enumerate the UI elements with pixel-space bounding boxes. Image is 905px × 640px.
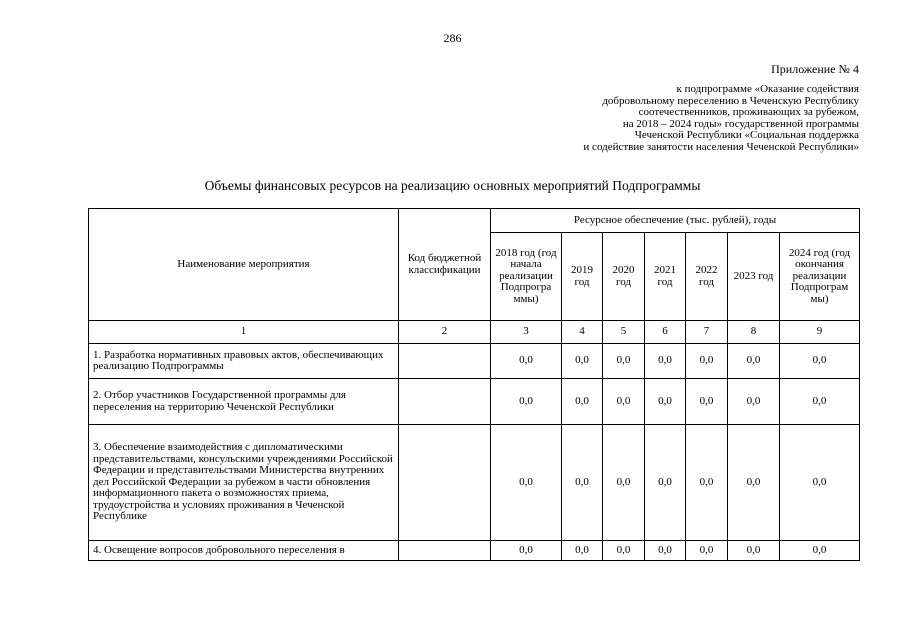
value-2024: 0,0 [780,379,860,425]
header-year-2024: 2024 год (год окончания реализации Подпрограм мы) [780,233,860,321]
value-2024: 0,0 [780,425,860,541]
value-2022: 0,0 [686,379,728,425]
measure-name: 2. Отбор участников Государственной программы для переселения на территорию Чеченской Республики [89,379,399,425]
appendix-line: Чеченской Республики «Социальная поддержка [634,129,859,142]
budget-code [399,425,491,541]
appendix-line: и содействие занятости населения Чеченской Республики» [583,140,859,153]
budget-code [399,379,491,425]
value-2020: 0,0 [603,541,645,561]
value-2018: 0,0 [491,541,562,561]
header-year-2021: 2021 год [645,233,686,321]
value-2021: 0,0 [645,379,686,425]
value-2018: 0,0 [491,425,562,541]
value-2020: 0,0 [603,344,645,379]
value-2020: 0,0 [603,379,645,425]
measure-name: 4. Освещение вопросов добровольного переселения в [89,541,399,561]
appendix-description [583,84,859,154]
measure-name: 3. Обеспечение взаимодействия с дипломатическими представительствами, консульскими учреждениями Российской Федерации и представительствами Министерства внутренних дел Российской Федерации за рубежом в части обновления информационного пакета о возможностях приема, трудоустройства и условиях проживания в Чеченской Республике [89,425,399,541]
table-row [89,379,860,425]
column-number: 8 [728,321,780,344]
value-2021: 0,0 [645,425,686,541]
appendix-line: соотечественников, проживающих за рубежом, [638,106,859,119]
appendix-line: к подпрограмме «Оказание содействия [676,83,859,95]
header-year-2022: 2022 год [686,233,728,321]
value-2019: 0,0 [562,541,603,561]
measure-name: 1. Разработка нормативных правовых актов, обеспечивающих реализацию Подпрограммы [89,344,399,379]
column-number: 4 [562,321,603,344]
appendix-title: Приложение № 4 [771,62,859,76]
header-code: Код бюджетной классификации [399,209,491,321]
header-name: Наименование мероприятия [89,209,399,321]
column-number: 6 [645,321,686,344]
header-year-2019: 2019 год [562,233,603,321]
value-2023: 0,0 [728,379,780,425]
value-2023: 0,0 [728,344,780,379]
value-2019: 0,0 [562,344,603,379]
table-row [89,344,860,379]
budget-code [399,344,491,379]
financing-table [88,208,860,561]
header-year-2023: 2023 год [728,233,780,321]
column-number: 7 [686,321,728,344]
value-2019: 0,0 [562,425,603,541]
value-2020: 0,0 [603,425,645,541]
document-title: Объемы финансовых ресурсов на реализацию основных мероприятий Подпрограммы [204,178,701,193]
value-2022: 0,0 [686,541,728,561]
appendix-line: на 2018 – 2024 годы» государственной программы [622,117,859,130]
column-number: 2 [399,321,491,344]
header-year-2020: 2020 год [603,233,645,321]
value-2024: 0,0 [780,541,860,561]
budget-code [399,541,491,561]
value-2024: 0,0 [780,344,860,379]
value-2021: 0,0 [645,541,686,561]
value-2019: 0,0 [562,379,603,425]
column-number: 1 [89,321,399,344]
value-2022: 0,0 [686,425,728,541]
header-resources: Ресурсное обеспечение (тыс. рублей), годы [491,209,860,233]
column-number: 9 [780,321,860,344]
value-2022: 0,0 [686,344,728,379]
column-number: 3 [491,321,562,344]
page-number: 286 [443,31,462,45]
value-2018: 0,0 [491,344,562,379]
value-2021: 0,0 [645,344,686,379]
column-number: 5 [603,321,645,344]
table-row [89,541,860,561]
value-2023: 0,0 [728,425,780,541]
table-row [89,425,860,541]
value-2018: 0,0 [491,379,562,425]
appendix-line: добровольному переселению в Чеченскую Республику [602,94,859,107]
header-year-2018: 2018 год (год начала реализации Подпрогра ммы) [491,233,562,321]
value-2023: 0,0 [728,541,780,561]
